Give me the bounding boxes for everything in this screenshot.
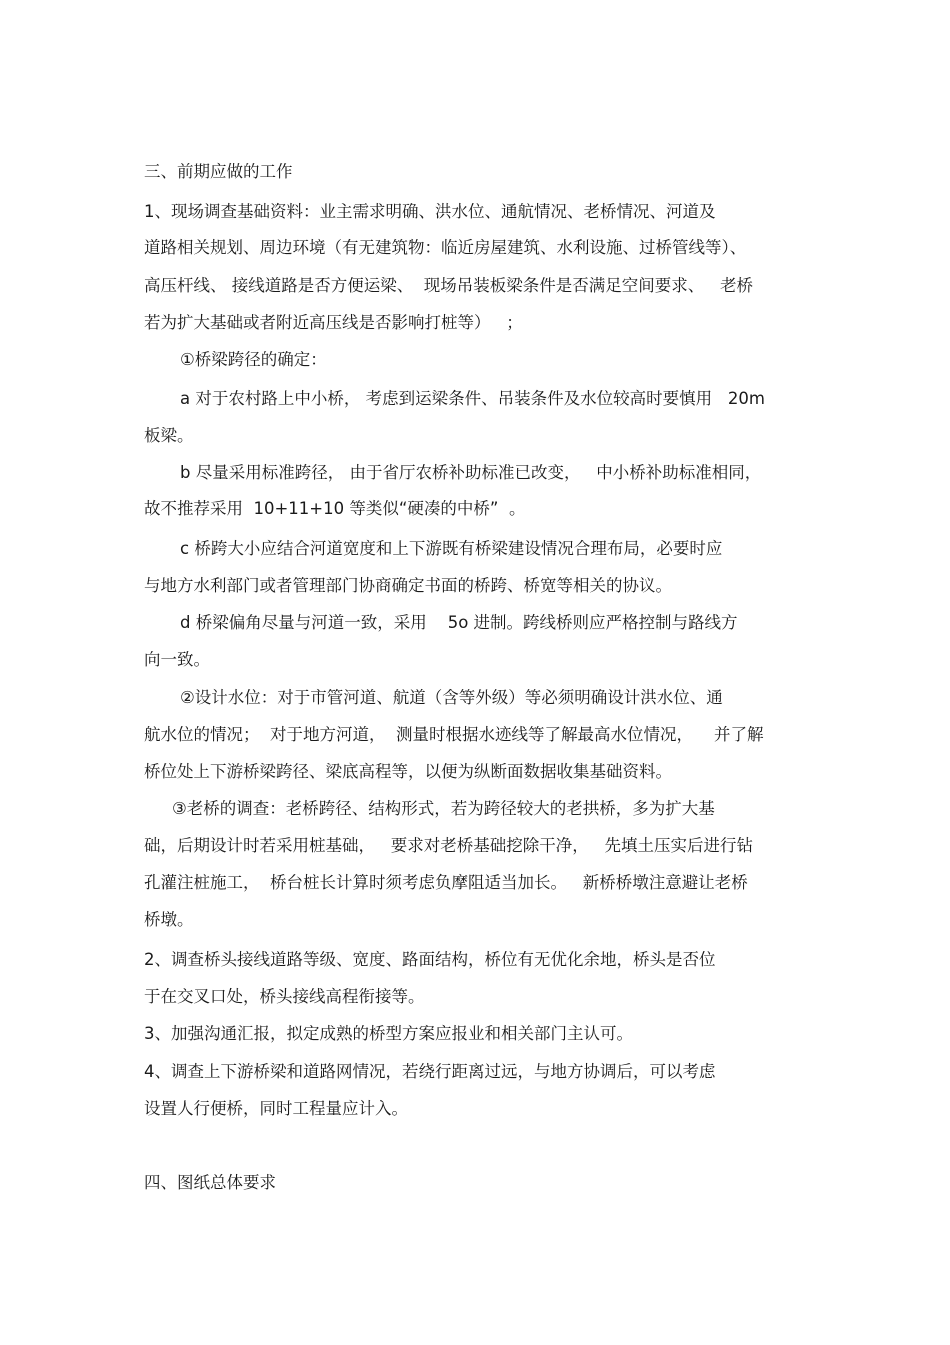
paragraph-line: 航水位的情况； 对于地方河道， 测量时根据水迹线等了解最高水位情况， 并了解 [144,725,764,744]
paragraph-line: 孔灌注桩施工， 桥台桩长计算时须考虑负摩阻适当加长。 新桥桥墩注意避让老桥 [144,873,748,892]
paragraph-line: b 尽量采用标准跨径， 由于省厅农桥补助标准已改变， 中小桥补助标准相同， [180,463,762,482]
paragraph-line: d 桥梁偏角尽量与河道一致，采用 5o 进制。跨线桥则应严格控制与路线方 [180,613,738,632]
paragraph-line: 3、加强沟通汇报，拟定成熟的桥型方案应报业和相关部门主认可。 [144,1024,633,1043]
paragraph-line: 设置人行便桥，同时工程量应计入。 [144,1099,408,1118]
paragraph-line: 4、调查上下游桥梁和道路网情况，若绕行距离过远，与地方协调后，可以考虑 [144,1062,716,1081]
paragraph-line: 桥位处上下游桥梁跨径、梁底高程等，以便为纵断面数据收集基础资料。 [144,762,672,781]
subheading-span: ①桥梁跨径的确定： [180,350,327,369]
paragraph-line: 与地方水利部门或者管理部门协商确定书面的桥跨、桥宽等相关的协议。 [144,576,672,595]
paragraph-line: 础，后期设计时若采用桩基础， 要求对老桥基础挖除干净， 先填土压实后进行钻 [144,836,753,855]
paragraph-line: 高压杆线、 接线道路是否方便运梁、 现场吊装板梁条件是否满足空间要求、 老桥 [144,276,753,295]
paragraph-line: 1、现场调查基础资料：业主需求明确、洪水位、通航情况、老桥情况、河道及 [144,202,716,221]
subheading-old-bridge: ③老桥的调查：老桥跨径、结构形式，若为跨径较大的老拱桥，多为扩大基 [172,799,715,818]
paragraph-line: 板梁。 [144,426,194,445]
section-heading-3: 三、前期应做的工作 [144,162,293,181]
paragraph-line: a 对于农村路上中小桥， 考虑到运梁条件、吊装条件及水位较高时要慎用 20m [180,389,765,408]
paragraph-line: 2、调查桥头接线道路等级、宽度、路面结构，桥位有无优化余地，桥头是否位 [144,950,716,969]
paragraph-line: 向一致。 [144,650,210,669]
paragraph-line: c 桥跨大小应结合河道宽度和上下游既有桥梁建设情况合理布局，必要时应 [180,539,723,558]
section-heading-4: 四、图纸总体要求 [144,1173,276,1192]
subheading-water-level: ②设计水位：对于市管河道、航道（含等外级）等必须明确设计洪水位、通 [180,688,723,707]
paragraph-line: 于在交叉口处，桥头接线高程衔接等。 [144,987,425,1006]
paragraph-line: 故不推荐采用 10+11+10 等类似“硬凑的中桥” 。 [144,499,526,518]
paragraph-line: 若为扩大基础或者附近高压线是否影响打桩等） ； [144,313,523,332]
paragraph-line: 桥墩。 [144,910,194,929]
paragraph-line: 道路相关规划、周边环境（有无建筑物：临近房屋建筑、水利设施、过桥管线等）、 [144,238,747,257]
